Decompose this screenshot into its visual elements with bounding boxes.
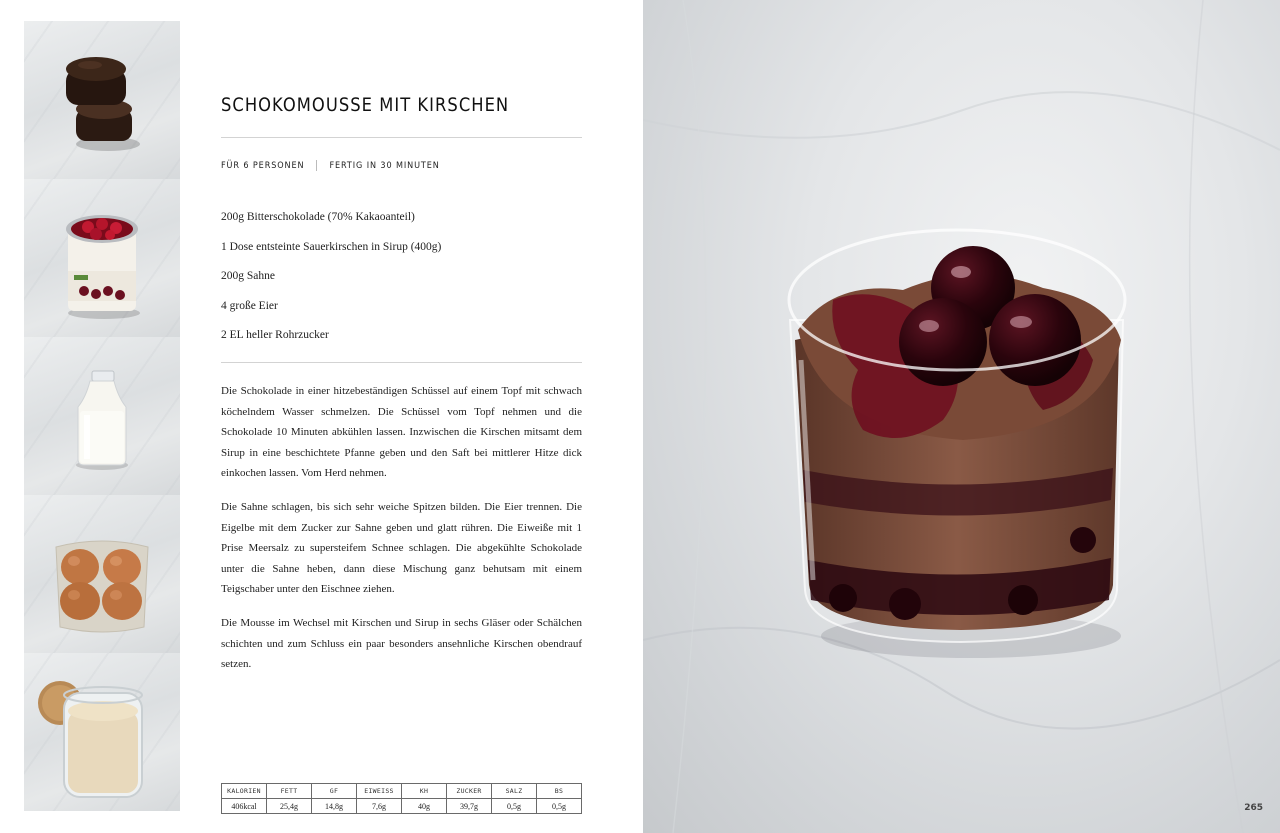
- nutrition-header: ZUCKER: [447, 784, 492, 799]
- method-step: Die Sahne schlagen, bis sich sehr weiche Spitzen bilden. Die Eier trennen. Die Eigelbe mit dem Zucker zur Sahne geben und glatt rühren. Die Eiweiße mit 1 Prise Meersalz zu supersteifem Schnee schlagen. Die abgekühlte Schokolade unter die Sahne heben, dann diese Mischung ganz behutsam mit einem Teigschaber unter den Eischnee ziehen.: [221, 500, 582, 596]
- time-label: FERTIG IN 30 MINUTEN: [329, 160, 440, 171]
- title-divider: [221, 137, 582, 138]
- nutrition-value: 14,8g: [312, 799, 357, 814]
- chocolate-photo: [24, 21, 180, 179]
- meta-separator: [316, 160, 317, 171]
- nutrition-value: 0,5g: [492, 799, 537, 814]
- cream-bottle-photo: [24, 337, 180, 495]
- nutrition-value: 25,4g: [267, 799, 312, 814]
- ingredients-divider: [221, 362, 582, 363]
- ingredient-item: 1 Dose entsteinte Sauerkirschen in Sirup (400g): [221, 240, 442, 253]
- ingredient-photo-strip: [24, 21, 180, 813]
- nutrition-header: GF: [312, 784, 357, 799]
- nutrition-value: 406kcal: [222, 799, 267, 814]
- nutrition-header: KH: [402, 784, 447, 799]
- sugar-jar-photo: [24, 653, 180, 811]
- nutrition-table: [221, 783, 582, 814]
- nutrition-header-row: [222, 784, 582, 799]
- eggs-photo: [24, 495, 180, 653]
- method-step: Die Schokolade in einer hitzebeständigen Schüssel auf einem Topf mit schwach köchelndem Wasser schmelzen. Die Schüssel vom Topf nehmen und die Schokolade 10 Minuten abkühlen lassen. Inzwischen die Kirschen mitsamt dem Sirup in eine beschichtete Pfanne geben und den Saft bei mittlerer Hitze dick einkochen lassen. Vom Herd nehmen.: [221, 385, 582, 480]
- dessert-photo-page: [643, 0, 1280, 833]
- ingredient-item: 4 große Eier: [221, 299, 278, 312]
- mousse-glass-photo: [643, 0, 1280, 833]
- nutrition-value: 40g: [402, 799, 447, 814]
- method-steps: [221, 381, 582, 688]
- nutrition-header: KALORIEN: [222, 784, 267, 799]
- recipe-meta: [221, 160, 440, 171]
- method-step: Die Mousse im Wechsel mit Kirschen und Sirup in sechs Gläser oder Schälchen schichten und zum Schluss ein paar besonders ansehnliche Kirschen obendrauf setzen.: [221, 616, 582, 671]
- nutrition-value: 7,6g: [357, 799, 402, 814]
- nutrition-header: FETT: [267, 784, 312, 799]
- nutrition-value-row: [222, 799, 582, 814]
- ingredient-item: 200g Bitterschokolade (70% Kakaoanteil): [221, 211, 415, 223]
- ingredient-item: 200g Sahne: [221, 270, 275, 282]
- ingredient-item: 2 EL heller Rohrzucker: [221, 329, 329, 341]
- nutrition-value: 39,7g: [447, 799, 492, 814]
- nutrition-header: SALZ: [492, 784, 537, 799]
- nutrition-value: 0,5g: [537, 799, 582, 814]
- cherry-can-photo: [24, 179, 180, 337]
- servings-label: FÜR 6 PERSONEN: [221, 160, 305, 171]
- page-number: 265: [1244, 803, 1263, 813]
- ingredient-list: [221, 211, 441, 359]
- nutrition-header: BS: [537, 784, 582, 799]
- nutrition-header: EIWEISS: [357, 784, 402, 799]
- recipe-title: SCHOKOMOUSSE MIT KIRSCHEN: [221, 94, 510, 116]
